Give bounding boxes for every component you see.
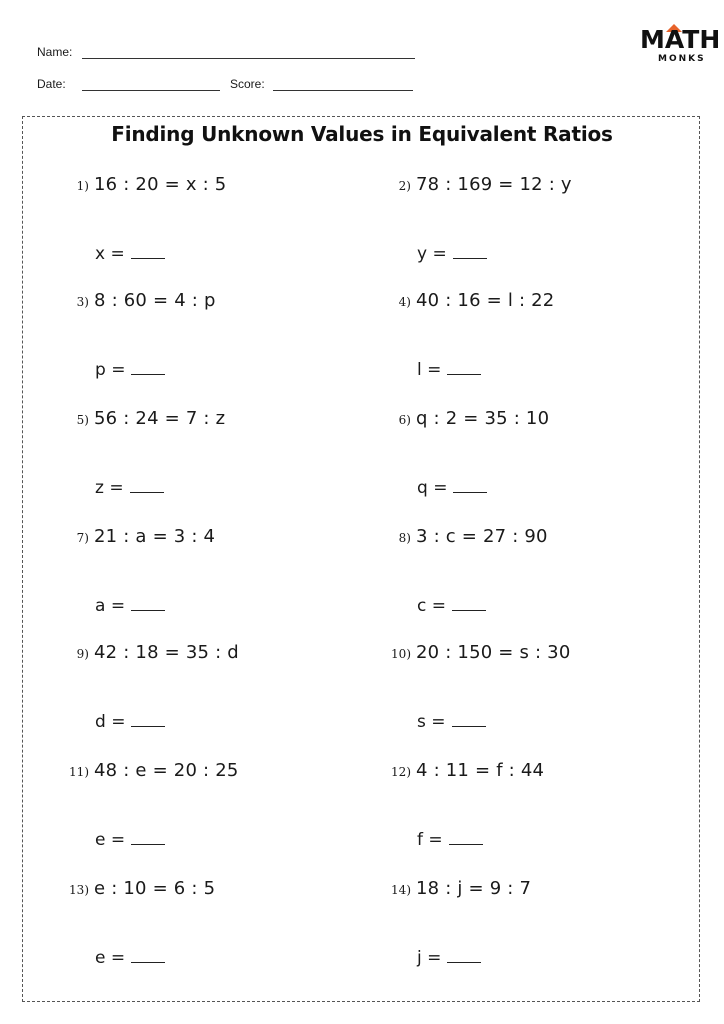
answer-row xyxy=(417,948,481,968)
problem-equation: 18 : j = 9 : 7 xyxy=(416,878,532,899)
problem-number: 1) xyxy=(76,179,89,193)
answer-label: e = xyxy=(95,948,126,968)
problem-equation: 8 : 60 = 4 : p xyxy=(94,290,216,311)
problem-equation: e : 10 = 6 : 5 xyxy=(94,878,216,899)
answer-blank[interactable] xyxy=(131,244,165,259)
answer-blank[interactable] xyxy=(130,478,164,493)
answer-blank[interactable] xyxy=(447,948,481,963)
answer-blank[interactable] xyxy=(131,830,165,845)
answer-label: j = xyxy=(417,948,442,968)
problem-equation: 4 : 11 = f : 44 xyxy=(416,760,545,781)
problem-number: 6) xyxy=(398,413,411,427)
problem-equation: q : 2 = 35 : 10 xyxy=(416,408,550,429)
answer-label: z = xyxy=(95,478,124,498)
logo-sub-text: MONKS xyxy=(658,54,706,64)
problem-number: 12) xyxy=(391,765,411,779)
answer-row xyxy=(417,244,487,264)
answer-label: p = xyxy=(95,360,126,380)
date-field[interactable] xyxy=(82,90,220,91)
answer-label: e = xyxy=(95,830,126,850)
answer-label: a = xyxy=(95,596,126,616)
answer-blank[interactable] xyxy=(131,596,165,611)
answer-row xyxy=(95,948,165,968)
worksheet-title: Finding Unknown Values in Equivalent Ratios xyxy=(111,122,613,146)
problem-number: 4) xyxy=(398,295,411,309)
answer-label: s = xyxy=(417,712,446,732)
answer-label: q = xyxy=(417,478,448,498)
answer-row xyxy=(417,830,483,850)
answer-row xyxy=(417,596,486,616)
answer-row xyxy=(95,596,165,616)
answer-row xyxy=(95,478,164,498)
problem-number: 14) xyxy=(391,883,411,897)
answer-blank[interactable] xyxy=(453,478,487,493)
answer-label: x = xyxy=(95,244,125,264)
problem-number: 13) xyxy=(69,883,89,897)
answer-blank[interactable] xyxy=(452,596,486,611)
score-field[interactable] xyxy=(273,90,413,91)
problem-equation: 20 : 150 = s : 30 xyxy=(416,642,571,663)
problem-number: 3) xyxy=(76,295,89,309)
answer-blank[interactable] xyxy=(131,948,165,963)
name-field[interactable] xyxy=(82,58,415,59)
problem-equation: 48 : e = 20 : 25 xyxy=(94,760,239,781)
answer-blank[interactable] xyxy=(453,244,487,259)
answer-row xyxy=(95,244,165,264)
answer-label: y = xyxy=(417,244,447,264)
problem-number: 11) xyxy=(69,765,89,779)
problem-number: 8) xyxy=(398,531,411,545)
answer-row xyxy=(417,360,481,380)
problem-number: 5) xyxy=(76,413,89,427)
answer-row xyxy=(417,712,486,732)
score-label: Score: xyxy=(230,77,265,91)
problem-equation: 56 : 24 = 7 : z xyxy=(94,408,226,429)
logo-main-text: MATH xyxy=(640,25,721,54)
problem-equation: 78 : 169 = 12 : y xyxy=(416,174,572,195)
answer-row xyxy=(95,360,165,380)
problem-equation: 16 : 20 = x : 5 xyxy=(94,174,227,195)
problem-number: 7) xyxy=(76,531,89,545)
answer-blank[interactable] xyxy=(449,830,483,845)
answer-blank[interactable] xyxy=(131,360,165,375)
problem-number: 2) xyxy=(398,179,411,193)
answer-row xyxy=(95,712,165,732)
answer-row xyxy=(417,478,487,498)
problem-equation: 40 : 16 = l : 22 xyxy=(416,290,555,311)
problem-equation: 42 : 18 = 35 : d xyxy=(94,642,239,663)
answer-label: c = xyxy=(417,596,446,616)
answer-blank[interactable] xyxy=(447,360,481,375)
math-monks-logo xyxy=(628,24,721,68)
name-label: Name: xyxy=(37,45,73,59)
problem-equation: 3 : c = 27 : 90 xyxy=(416,526,548,547)
problem-number: 10) xyxy=(391,647,411,661)
answer-label: d = xyxy=(95,712,126,732)
problem-equation: 21 : a = 3 : 4 xyxy=(94,526,216,547)
answer-row xyxy=(95,830,165,850)
answer-label: f = xyxy=(417,830,443,850)
answer-blank[interactable] xyxy=(131,712,165,727)
problem-number: 9) xyxy=(76,647,89,661)
answer-blank[interactable] xyxy=(452,712,486,727)
date-label: Date: xyxy=(37,77,66,91)
answer-label: l = xyxy=(417,360,442,380)
